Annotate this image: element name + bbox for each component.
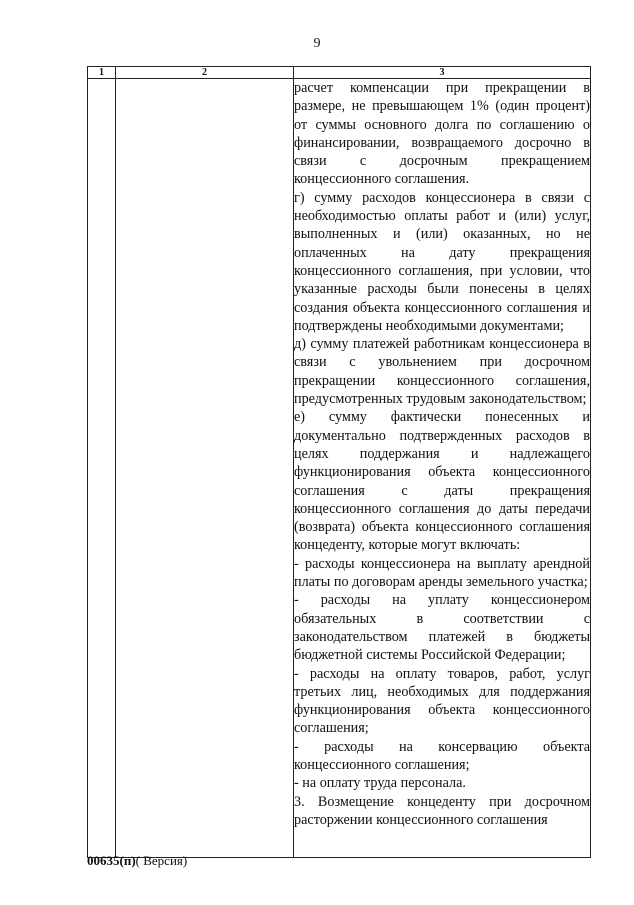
list-item-third-party: - расходы на оплату товаров, работ, услуг третьих лиц, необходимых для поддержания функционирования объекта концессионного соглашения; xyxy=(294,665,590,737)
paragraph-compensation: расчет компенсации при прекращении в размере, не превышающем 1% (один процент) от суммы основного долга по соглашению о финансировании, возвращаемого досрочно в связи с досрочным прекращением концессионного соглашения. xyxy=(294,80,590,188)
document-code: 00635(п) xyxy=(87,853,136,868)
page-number: 9 xyxy=(313,36,321,51)
document-version: ( Версия) xyxy=(135,853,188,868)
list-item-taxes: - расходы на уплату концессионером обязательных в соответствии с законодательством платежей в бюджеты бюджетной системы Российской Федерации; xyxy=(294,592,590,664)
document-footer xyxy=(87,853,187,869)
table-header-row xyxy=(88,67,591,79)
column-2-cell xyxy=(116,79,294,858)
column-3-cell xyxy=(294,79,591,858)
column-header-1: 1 xyxy=(88,67,116,79)
column-header-3: 3 xyxy=(294,67,591,79)
list-item-conservation: - расходы на консервацию объекта концессионного соглашения; xyxy=(294,738,590,773)
paragraph-e: е) сумму фактически понесенных и документально подтвержденных расходов в целях поддержания и надлежащего функционирования объекта концессионного соглашения с даты прекращения концессионного соглашения до даты передачи (возврата) объекта концессионного соглашения концеденту, которые могут включать: xyxy=(294,409,590,554)
list-item-rent: - расходы концессионера на выплату арендной платы по договорам аренды земельного участка; xyxy=(294,555,590,591)
list-item-staff: - на оплату труда персонала. xyxy=(294,775,466,792)
table-row xyxy=(88,79,591,858)
column-1-cell xyxy=(88,79,116,858)
column-header-2: 2 xyxy=(116,67,294,79)
document-table xyxy=(87,66,591,858)
paragraph-3: 3. Возмещение концеденту при досрочном расторжении концессионного соглашения xyxy=(294,793,590,828)
paragraph-d: д) сумму платежей работникам концессионера в связи с увольнением при досрочном прекращении концессионного соглашения, предусмотренных трудовым законодательством; xyxy=(294,336,590,408)
paragraph-g: г) сумму расходов концессионера в связи с необходимостью оплаты работ и (или) услуг, выполненных и (или) оказанных, но не оплаченных на дату прекращения концессионного соглашения, при условии, что указанные расходы были понесены в целях создания объекта концессионного соглашения и подтверждены необходимыми документами; xyxy=(294,189,590,334)
